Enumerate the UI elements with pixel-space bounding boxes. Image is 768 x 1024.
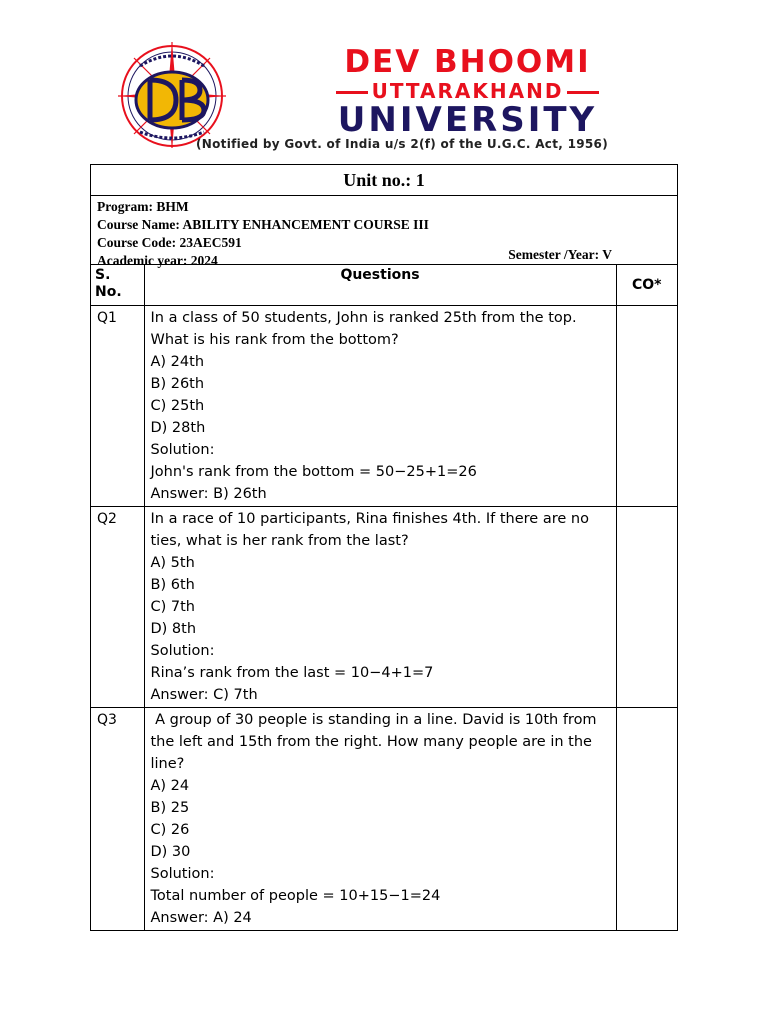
question-line: C) 26 <box>150 822 190 838</box>
course-code-line: Course Code: 23AEC591 <box>97 235 242 250</box>
university-name-line3: UNIVERSITY <box>337 100 598 140</box>
question-line: Answer: B) 26th <box>150 486 267 502</box>
question-sheet <box>90 164 678 931</box>
program-line: Program: BHM <box>97 199 189 214</box>
question-line: A) 5th <box>150 555 195 571</box>
question-line: A) 24th <box>150 354 205 370</box>
question-line: Answer: A) 24 <box>150 910 252 926</box>
column-header-co: CO* <box>616 265 677 306</box>
question-number: Q1 <box>91 306 144 507</box>
university-name-line1: DEV BHOOMI <box>344 44 591 80</box>
question-line: John's rank from the bottom = 50−25+1=26 <box>150 464 477 480</box>
question-line: Solution: <box>150 866 215 882</box>
co-cell <box>616 507 677 708</box>
notification-text: (Notified by Govt. of India u/s 2(f) of the U.G.C. Act, 1956) <box>196 137 608 151</box>
semester-line: Semester /Year: V <box>508 247 612 262</box>
question-line: A group of 30 people is standing in a line. David is 10th from the left and 15th from the right. How many people are in the line? <box>150 712 602 772</box>
questions-body <box>91 306 677 931</box>
column-header-sno: S. No. <box>91 265 144 306</box>
course-details <box>91 196 677 268</box>
table-row <box>91 507 677 708</box>
question-line: In a race of 10 participants, Rina finishes 4th. If there are no ties, what is her rank from the last? <box>150 511 594 549</box>
question-content <box>144 306 616 507</box>
table-row <box>91 708 677 931</box>
table-row <box>91 306 677 507</box>
question-line: A) 24 <box>150 778 190 794</box>
question-number: Q2 <box>91 507 144 708</box>
university-state: UTTARAKHAND <box>371 79 564 103</box>
course-name-line: Course Name: ABILITY ENHANCEMENT COURSE III <box>97 217 429 232</box>
table-header-row <box>91 265 677 306</box>
academic-year-line: Academic year: 2024 <box>97 253 218 268</box>
question-line: C) 7th <box>150 599 195 615</box>
question-line: D) 28th <box>150 420 206 436</box>
question-line: B) 25 <box>150 800 190 816</box>
question-line: In a class of 50 students, John is ranked 25th from the top. What is his rank from the bottom? <box>150 310 582 348</box>
question-content <box>144 507 616 708</box>
university-seal-logo <box>100 40 260 148</box>
co-cell <box>616 306 677 507</box>
co-cell <box>616 708 677 931</box>
divider <box>567 91 599 94</box>
question-line: Answer: C) 7th <box>150 687 258 703</box>
question-line: Solution: <box>150 442 215 458</box>
column-header-questions: Questions <box>144 265 616 306</box>
questions-table <box>91 265 677 930</box>
question-line: B) 26th <box>150 376 205 392</box>
question-number: Q3 <box>91 708 144 931</box>
question-line: D) 30 <box>150 844 191 860</box>
divider <box>336 91 368 94</box>
question-line: Rina’s rank from the last = 10−4+1=7 <box>150 665 434 681</box>
university-header <box>100 40 680 155</box>
question-line: Total number of people = 10+15−1=24 <box>150 888 441 904</box>
question-line: B) 6th <box>150 577 195 593</box>
unit-title: Unit no.: 1 <box>91 165 677 196</box>
question-line: C) 25th <box>150 398 205 414</box>
question-line: D) 8th <box>150 621 197 637</box>
question-line: Solution: <box>150 643 215 659</box>
question-content <box>144 708 616 931</box>
